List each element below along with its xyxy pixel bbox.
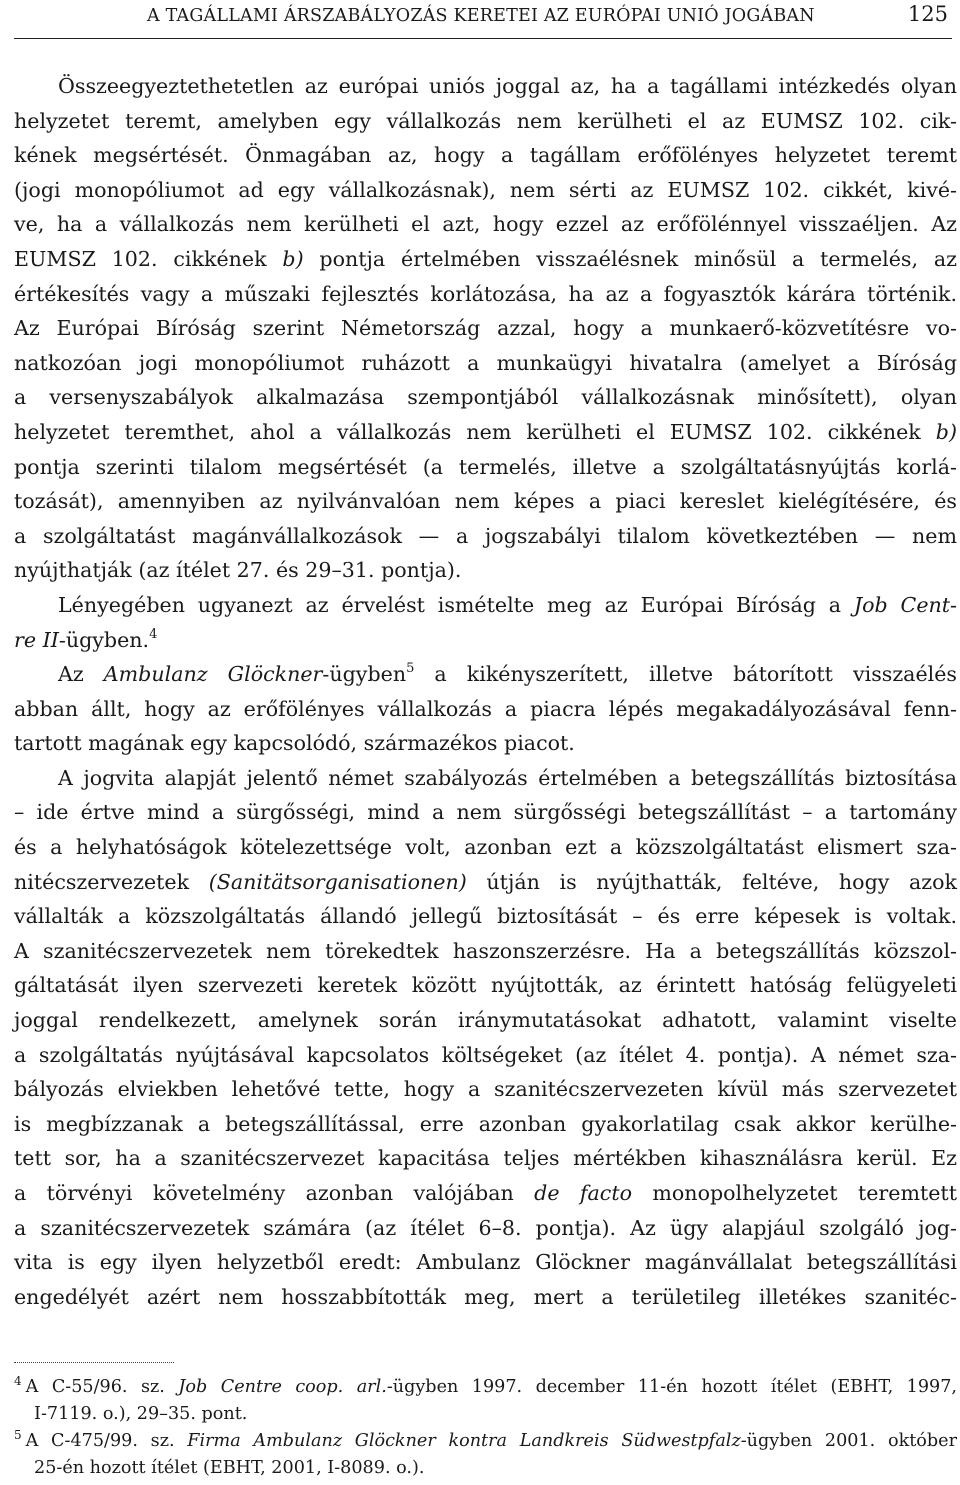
text-line: tartott magának egy kapcsolódó, származékos piacot. — [14, 731, 575, 756]
text-line: Az Európai Bíróság szerint Németország azzal, hogy a munkaerő-közvetítésre vo- — [14, 316, 957, 341]
paragraph-3 — [14, 657, 957, 761]
text-line: A jogvita alapját jelentő német szabályozás értelmében a betegszállítás biztosítása — [58, 765, 957, 790]
footnote-4 — [14, 1374, 957, 1428]
footnote-line: $^4$ A C-55/96. sz. Job Centre coop. arl.-ügyben 1997. december 11-én hozott ítélet (EBHT, 1997, — [14, 1374, 958, 1397]
text-line: ve, ha a vállalkozás nem kerülheti el azt, hogy ezzel az erőfölénnyel visszaéljen. Az — [14, 212, 957, 237]
text-line: – ide értve mind a sürgősségi, mind a nem sürgősségi betegszállítást – a tartomány — [14, 800, 957, 825]
text-line: Összeegyeztethetetlen az európai uniós joggal az, ha a tagállami intézkedés olyan — [58, 74, 957, 98]
footnote-line: 25-én hozott ítélet (EBHT, 2001, I-8089. o.). — [34, 1458, 425, 1478]
footnote-line: I-7119. o.), 29–35. pont. — [34, 1404, 248, 1424]
text-line: a szolgáltatást magánvállalkozások — a jogszabályi tilalom következtében — nem — [14, 523, 957, 548]
text-line: re II-ügyben.$^4$ — [14, 626, 158, 652]
page-header — [14, 0, 952, 39]
text-line: tozását), amennyiben az nyilvánvalóan nem képes a piaci kereslet kielégítésére, és — [14, 489, 957, 514]
text-line: natkozóan jogi monopóliumot ruházott a munkaügyi hivatalra (amelyet a Bíróság — [14, 350, 957, 375]
text-line: (jogi monopóliumot ad egy vállalkozásnak), nem sérti az EUMSZ 102. cikkét, kivé- — [14, 177, 957, 202]
text-line: engedélyét azért nem hosszabbították meg, mert a területileg illetékes szanitéc- — [14, 1284, 957, 1309]
text-line: értékesítés vagy a műszaki fejlesztés korlátozása, ha az a fogyasztók kárára történik. — [14, 281, 957, 306]
page-number: 125 — [907, 2, 948, 26]
footnote-ref-5: 5 — [406, 661, 415, 677]
text-line: a szolgáltatás nyújtásával kapcsolatos költségeket (az ítélet 4. pontja). A német sza- — [14, 1042, 957, 1067]
paragraph-4 — [14, 761, 957, 1315]
footnote-line: $^5$ A C-475/99. sz. Firma Ambulanz Glöckner kontra Landkreis Südwestpfalz-ügyben 2001. október — [14, 1428, 957, 1451]
text-line: A szanitécszervezetek nem törekedtek haszonszerzésre. Ha a betegszállítás közszol- — [14, 938, 957, 963]
text-line: helyzetet teremthet, ahol a vállalkozás nem kerülheti el EUMSZ 102. cikkének b) — [14, 419, 957, 444]
text-line: kének megsértését. Önmagában az, hogy a tagállam erőfölényes helyzetet teremt — [14, 143, 957, 168]
paragraph-1 — [14, 69, 957, 588]
footnote-ref-4: 4 — [149, 626, 158, 642]
main-text — [14, 69, 957, 1314]
paragraph-2 — [14, 588, 957, 657]
text-line: tett sor, ha a szanitécszervezet kapacitása teljes mértékben kihasználásra kerül. Ez — [14, 1146, 957, 1171]
footnotes — [14, 1374, 957, 1482]
text-line: a versenyszabályok alkalmazása szempontjából vállalkozásnak minősített), olyan — [14, 385, 957, 410]
text-line: gáltatását ilyen szervezeti keretek között nyújtották, az érintett hatóság felügyeleti — [14, 973, 957, 998]
text-line: nyújthatják (az ítélet 27. és 29–31. pontja). — [14, 558, 462, 583]
text-line: EUMSZ 102. cikkének b) pontja értelmében visszaélésnek minősül a termelés, az — [14, 246, 957, 271]
text-line: pontja szerinti tilalom megsértését (a termelés, illetve a szolgáltatásnyújtás korlá- — [14, 454, 957, 479]
text-line: vita is egy ilyen helyzetből eredt: Ambulanz Glöckner magánvállalat betegszállítási — [14, 1250, 957, 1275]
text-line: vállalták a közszolgáltatás állandó jellegű biztosítását – és erre képesek is voltak. — [14, 904, 957, 929]
text-line: a szanitécszervezetek számára (az ítélet 6–8. pontja). Az ügy alapjául szolgáló jog- — [14, 1215, 957, 1240]
text-line: abban állt, hogy az erőfölényes vállalkozás a piacra lépés megakadályozásával fenn- — [14, 696, 957, 721]
text-line: Lényegében ugyanezt az érvelést ismételte meg az Európai Bíróság a Job Cent- — [58, 592, 957, 617]
text-line: a törvényi követelmény azonban valójában de facto monopolhelyzetet teremtett — [14, 1181, 957, 1205]
footnote-separator — [14, 1362, 174, 1363]
text-line: és a helyhatóságok kötelezettsége volt, azonban ezt a közszolgáltatást elismert sza- — [14, 835, 957, 860]
text-line: is megbízzanak a betegszállítással, erre azonban gyakorlatilag csak akkor kerülhe- — [14, 1111, 957, 1136]
text-line: joggal rendelkezett, amelynek során iránymutatásokat adhatott, valamint viselte — [14, 1008, 957, 1033]
text-line: nitécszervezetek (Sanitätsorganisationen) útján is nyújthatták, feltéve, hogy azok — [14, 869, 957, 894]
text-line: bályozás elviekben lehetővé tette, hogy a szanitécszervezeten kívül más szervezetet — [14, 1077, 957, 1102]
running-title: A TAGÁLLAMI ÁRSZABÁLYOZÁS KERETEI AZ EURÓPAI UNIÓ JOGÁBAN — [147, 6, 815, 26]
text-line: helyzetet teremt, amelyben egy vállalkozás nem kerülheti el az EUMSZ 102. cik- — [14, 108, 957, 133]
footnote-5 — [14, 1428, 957, 1482]
text-line: Az Ambulanz Glöckner-ügyben$^5$ a kikényszerített, illetve bátorított visszaélés — [58, 661, 957, 687]
